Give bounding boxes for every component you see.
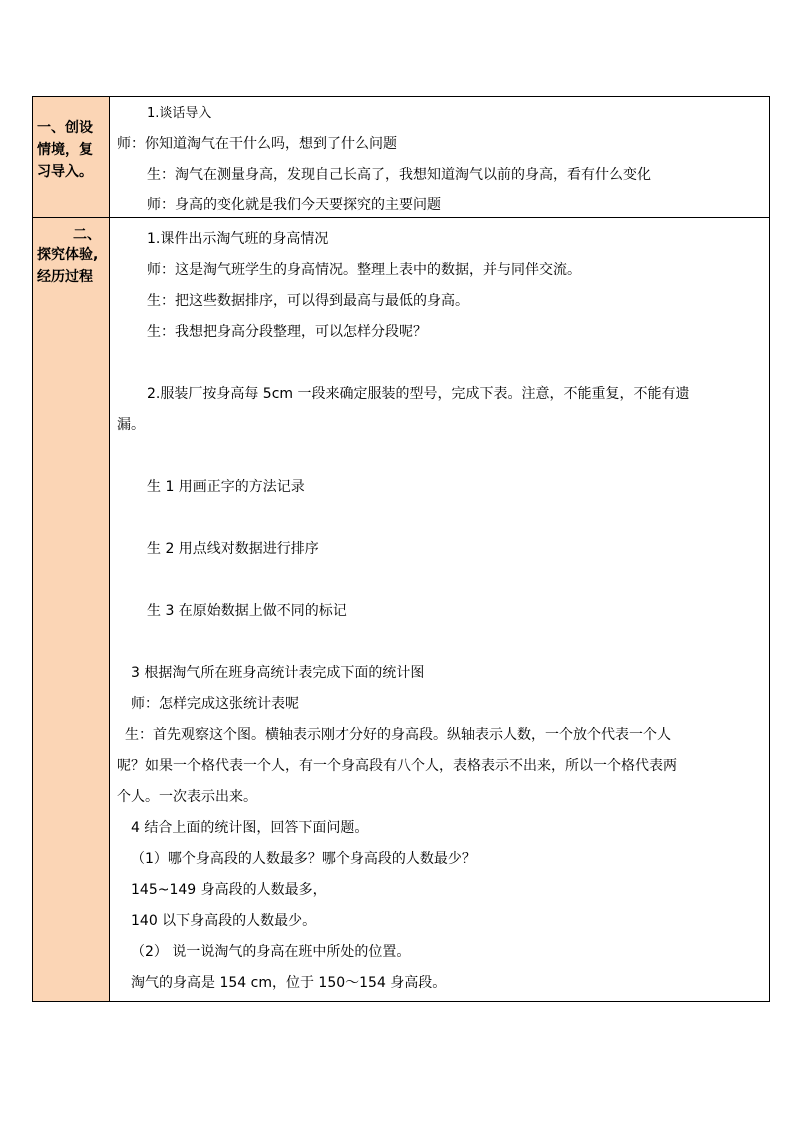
text-line: 生 2 用点线对数据进行排序 xyxy=(147,541,319,557)
section-1-label-cell xyxy=(33,97,110,217)
text-line: 1.课件出示淘气班的身高情况 xyxy=(147,231,329,247)
section-1-label-line: 一、创设 xyxy=(37,120,93,136)
text-line: 2.服装厂按身高每 5cm 一段来确定服装的型号，完成下表。注意，不能重复，不能有遗 xyxy=(147,386,690,402)
text-line: 师：你知道淘气在干什么吗，想到了什么问题 xyxy=(117,136,397,152)
text-line: 生 3 在原始数据上做不同的标记 xyxy=(147,603,347,619)
section-2-label-line: 经历过程 xyxy=(37,269,93,285)
text-line: 师：怎样完成这张统计表呢 xyxy=(131,696,299,712)
section-2-row xyxy=(33,218,769,1001)
section-1-content-cell xyxy=(111,97,769,217)
section-1-row xyxy=(33,97,769,218)
text-line: 生：淘气在测量身高，发现自己长高了，我想知道淘气以前的身高，看有什么变化 xyxy=(147,167,651,183)
text-line: 漏。 xyxy=(117,417,145,433)
text-line: 3 根据淘气所在班身高统计表完成下面的统计图 xyxy=(131,665,425,681)
text-line: 生：把这些数据排序，可以得到最高与最低的身高。 xyxy=(147,293,469,309)
section-1-label-line: 情境，复 xyxy=(37,142,93,158)
text-line: 145~149 身高段的人数最多， xyxy=(131,882,327,898)
text-line: 1.谈话导入 xyxy=(147,106,212,121)
text-line: 生：我想把身高分段整理，可以怎样分段呢？ xyxy=(147,324,427,340)
lesson-table xyxy=(32,96,770,1002)
text-line: 生：首先观察这个图。横轴表示刚才分好的身高段。纵轴表示人数，一个放个代表一个人 xyxy=(125,727,671,743)
text-line: （1）哪个身高段的人数最多？哪个身高段的人数最少？ xyxy=(131,851,476,867)
text-line: 淘气的身高是 154 cm，位于 150～154 身高段。 xyxy=(131,975,447,991)
text-line: 140 以下身高段的人数最少。 xyxy=(131,913,317,929)
text-line: 呢？如果一个格代表一个人，有一个身高段有八个人，表格表示不出来，所以一个格代表两 xyxy=(117,758,677,774)
section-2-label-line: 二、 xyxy=(73,227,101,243)
text-line: （2） 说一说淘气的身高在班中所处的位置。 xyxy=(131,944,411,960)
text-line: 4 结合上面的统计图，回答下面问题。 xyxy=(131,820,369,836)
section-2-content-cell xyxy=(111,218,769,1001)
section-2-label-cell xyxy=(33,218,110,1001)
text-line: 师：身高的变化就是我们今天要探究的主要问题 xyxy=(147,197,441,213)
text-line: 个人。一次表示出来。 xyxy=(117,789,257,805)
section-2-label-line: 探究体验, xyxy=(37,247,99,263)
section-1-label-line: 习导入。 xyxy=(37,164,93,180)
text-line: 师：这是淘气班学生的身高情况。整理上表中的数据，并与同伴交流。 xyxy=(147,262,581,278)
text-line: 生 1 用画正字的方法记录 xyxy=(147,479,305,495)
